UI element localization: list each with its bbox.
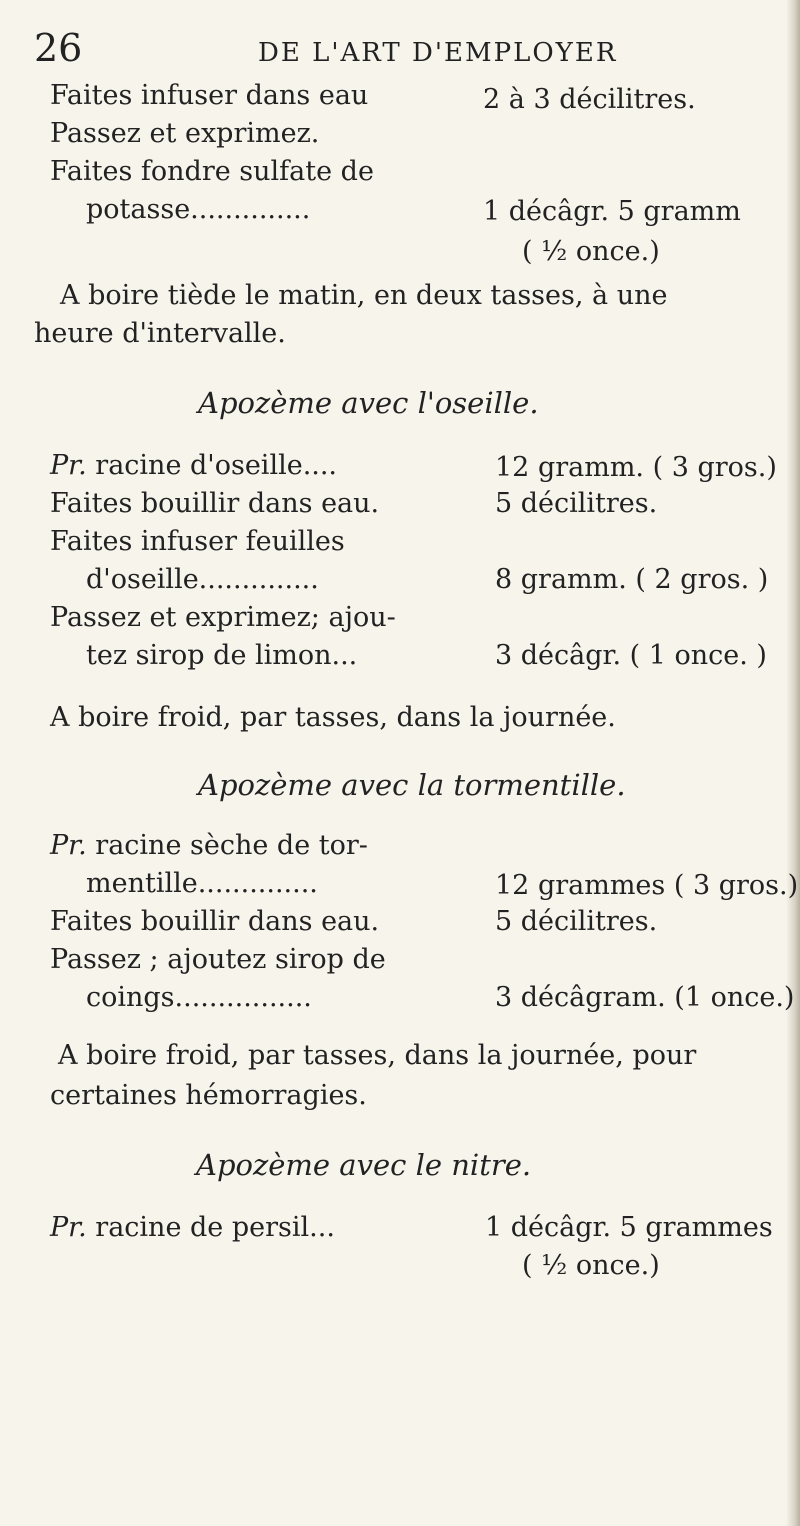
- recipe-text: racine d'oseille....: [95, 450, 338, 481]
- recipe-line: d'oseille..............: [86, 564, 319, 595]
- recipe-quantity: 12 gramm. ( 3 gros.): [495, 452, 777, 483]
- recipe-quantity: 2 à 3 décilitres.: [483, 84, 696, 115]
- usage-note: A boire tiède le matin, en deux tasses, à une: [60, 280, 668, 311]
- recipe-line: Passez ; ajoutez sirop de: [50, 944, 386, 975]
- recipe-line: Faites fondre sulfate de: [50, 156, 374, 187]
- recipe-quantity: 1 décâgr. 5 gramm: [483, 196, 741, 227]
- recipe-line: Faites infuser feuilles: [50, 526, 345, 557]
- recipe-quantity: 5 décilitres.: [495, 488, 658, 519]
- recipe-quantity: 3 décâgr. ( 1 once. ): [495, 640, 767, 671]
- recipe-line: mentille..............: [86, 868, 318, 899]
- recipe-line: [50, 830, 368, 862]
- recipe-line: tez sirop de limon...: [86, 640, 358, 671]
- recipe-line: [50, 1212, 335, 1244]
- recipe-line: Passez et exprimez; ajou-: [50, 602, 396, 633]
- usage-note: certaines hémorragies.: [50, 1080, 367, 1111]
- recipe-quantity: 1 décâgr. 5 grammes: [485, 1212, 773, 1243]
- recipe-line: [50, 450, 337, 482]
- recipe-line: Faites infuser dans eau: [50, 80, 369, 111]
- recipe-line: coings................: [86, 982, 312, 1013]
- recipe-line: Passez et exprimez.: [50, 118, 320, 149]
- usage-note: heure d'intervalle.: [34, 318, 286, 349]
- recipe-quantity: 5 décilitres.: [495, 906, 658, 937]
- usage-note: A boire froid, par tasses, dans la journée, pour: [58, 1040, 697, 1071]
- recipe-quantity: 8 gramm. ( 2 gros. ): [495, 564, 769, 595]
- recipe-text: racine de persil...: [95, 1212, 335, 1243]
- recipe-line: Faites bouillir dans eau.: [50, 906, 380, 937]
- recipe-text: racine sèche de tor-: [95, 830, 368, 861]
- recipe-quantity: ( ½ once.): [522, 236, 660, 267]
- prescription-abbrev: Pr.: [50, 450, 87, 481]
- section-title: Apozème avec l'oseille.: [198, 386, 539, 420]
- section-title: Apozème avec le nitre.: [196, 1148, 532, 1182]
- usage-note: A boire froid, par tasses, dans la journée.: [50, 702, 616, 733]
- running-title: DE L'ART D'EMPLOYER: [258, 38, 618, 68]
- page-number: 26: [34, 26, 83, 70]
- page-edge: [786, 0, 800, 1526]
- recipe-line: potasse..............: [86, 194, 311, 225]
- prescription-abbrev: Pr.: [50, 830, 87, 861]
- section-title: Apozème avec la tormentille.: [198, 768, 626, 802]
- recipe-line: Faites bouillir dans eau.: [50, 488, 380, 519]
- recipe-quantity: 12 grammes ( 3 gros.): [495, 870, 799, 901]
- prescription-abbrev: Pr.: [50, 1212, 87, 1243]
- recipe-quantity: 3 décâgram. (1 once.): [495, 982, 795, 1013]
- recipe-quantity: ( ½ once.): [522, 1250, 660, 1281]
